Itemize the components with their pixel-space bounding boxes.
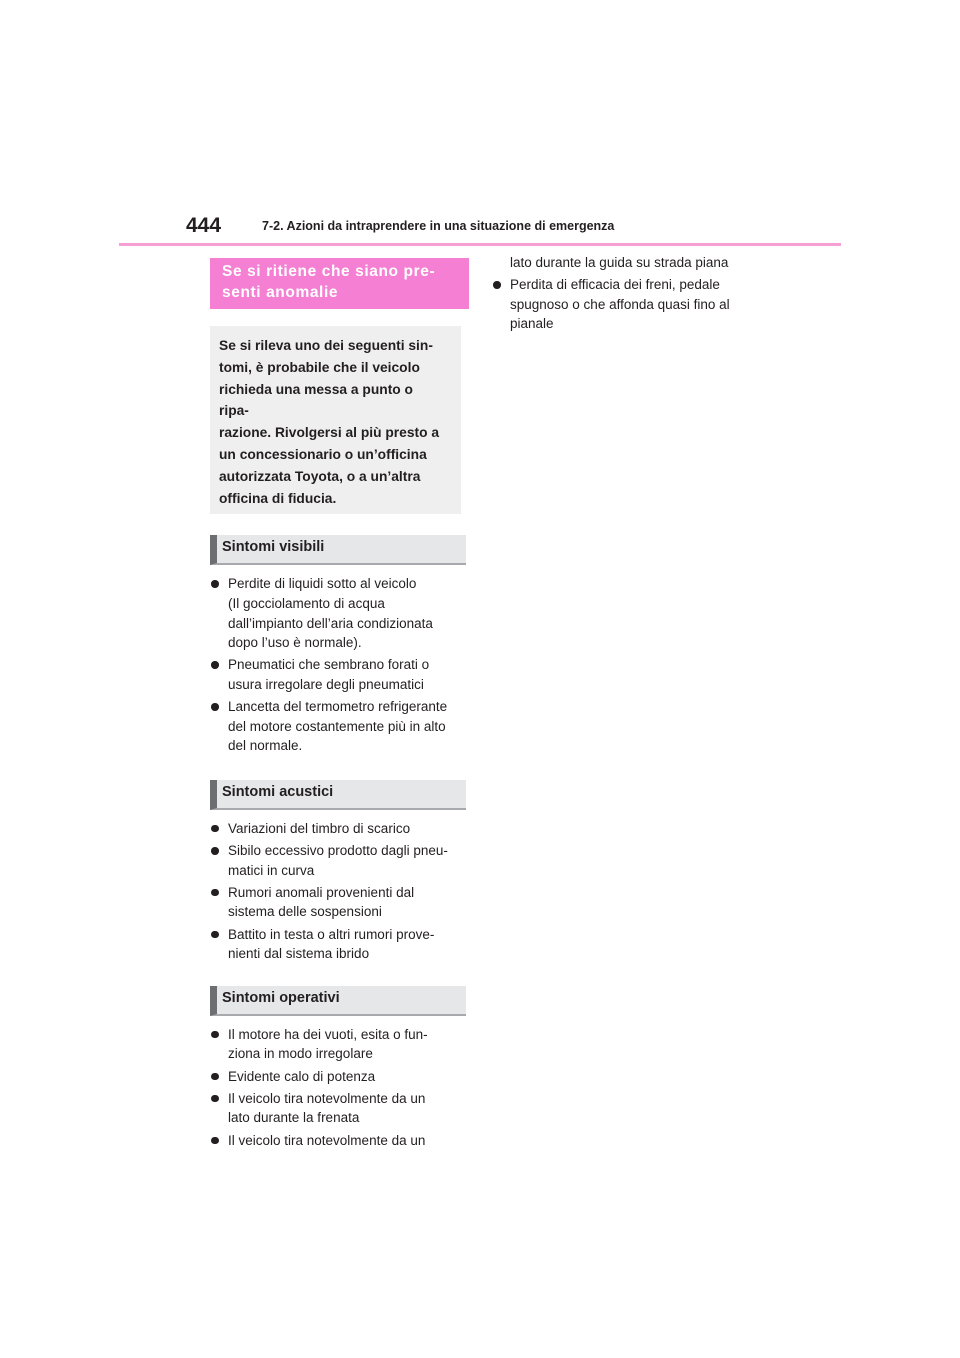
list-item: Battito in testa o altri rumori prove- nienti dal sistema ibrido (210, 925, 472, 964)
main-title (210, 258, 469, 309)
right-column (492, 253, 762, 337)
list-item: Perdite di liquidi sotto al veicolo (Il gocciolamento di acqua dall’impianto dell’aria condizionata dopo l’uso è normale). (210, 574, 472, 652)
list-item: Rumori anomali provenienti dal sistema delle sospensioni (210, 883, 472, 922)
subhead-sintomi-visibili-text: Sintomi visibili (222, 539, 325, 556)
section-title: 7-2. Azioni da intraprendere in una situazione di emergenza (262, 219, 615, 233)
subhead-sintomi-operativi (210, 986, 466, 1016)
subhead-sintomi-operativi-text: Sintomi operativi (222, 989, 340, 1006)
header-rule (119, 243, 841, 246)
subhead-sintomi-acustici-text: Sintomi acustici (222, 783, 334, 800)
list-sintomi-operativi (210, 1025, 472, 1150)
list-item: Il veicolo tira notevolmente da un (210, 1131, 472, 1151)
list-item: Variazioni del timbro di scarico (210, 819, 472, 839)
list-sintomi-acustici (210, 819, 472, 964)
list-item: Perdita di efficacia dei freni, pedale spugnoso o che affonda quasi fino al pianale (492, 275, 762, 334)
list-item: Sibilo eccessivo prodotto dagli pneu- matici in curva (210, 841, 472, 880)
main-title-text: Se si ritiene che siano pre- senti anomalie (222, 263, 436, 301)
list-item: Il motore ha dei vuoti, esita o fun- ziona in modo irregolare (210, 1025, 472, 1064)
list-item-continuation: lato durante la guida su strada piana (510, 255, 729, 270)
list-sintomi-operativi-continued (492, 253, 762, 334)
info-box-text: Se si rileva uno dei seguenti sin- tomi, è probabile che il veicolo richieda una messa a punto o ripa- razione. Rivolgersi al più presto a un concessionario o un’officina autorizzata Toyota, o a un’altra officina di fiducia. (219, 338, 440, 506)
subhead-sintomi-acustici (210, 780, 466, 810)
list-item: Evidente calo di potenza (210, 1067, 472, 1087)
list-item: Pneumatici che sembrano forati o usura irregolare degli pneumatici (210, 655, 472, 694)
list-item: Lancetta del termometro refrigerante del motore costantemente più in alto del normale. (210, 697, 472, 756)
list-sintomi-visibili (210, 574, 472, 756)
left-column (210, 258, 472, 1153)
info-box (210, 326, 461, 514)
list-item: Il veicolo tira notevolmente da un lato durante la frenata (210, 1089, 472, 1128)
subhead-sintomi-visibili (210, 535, 466, 565)
page-number: 444 (186, 214, 222, 237)
